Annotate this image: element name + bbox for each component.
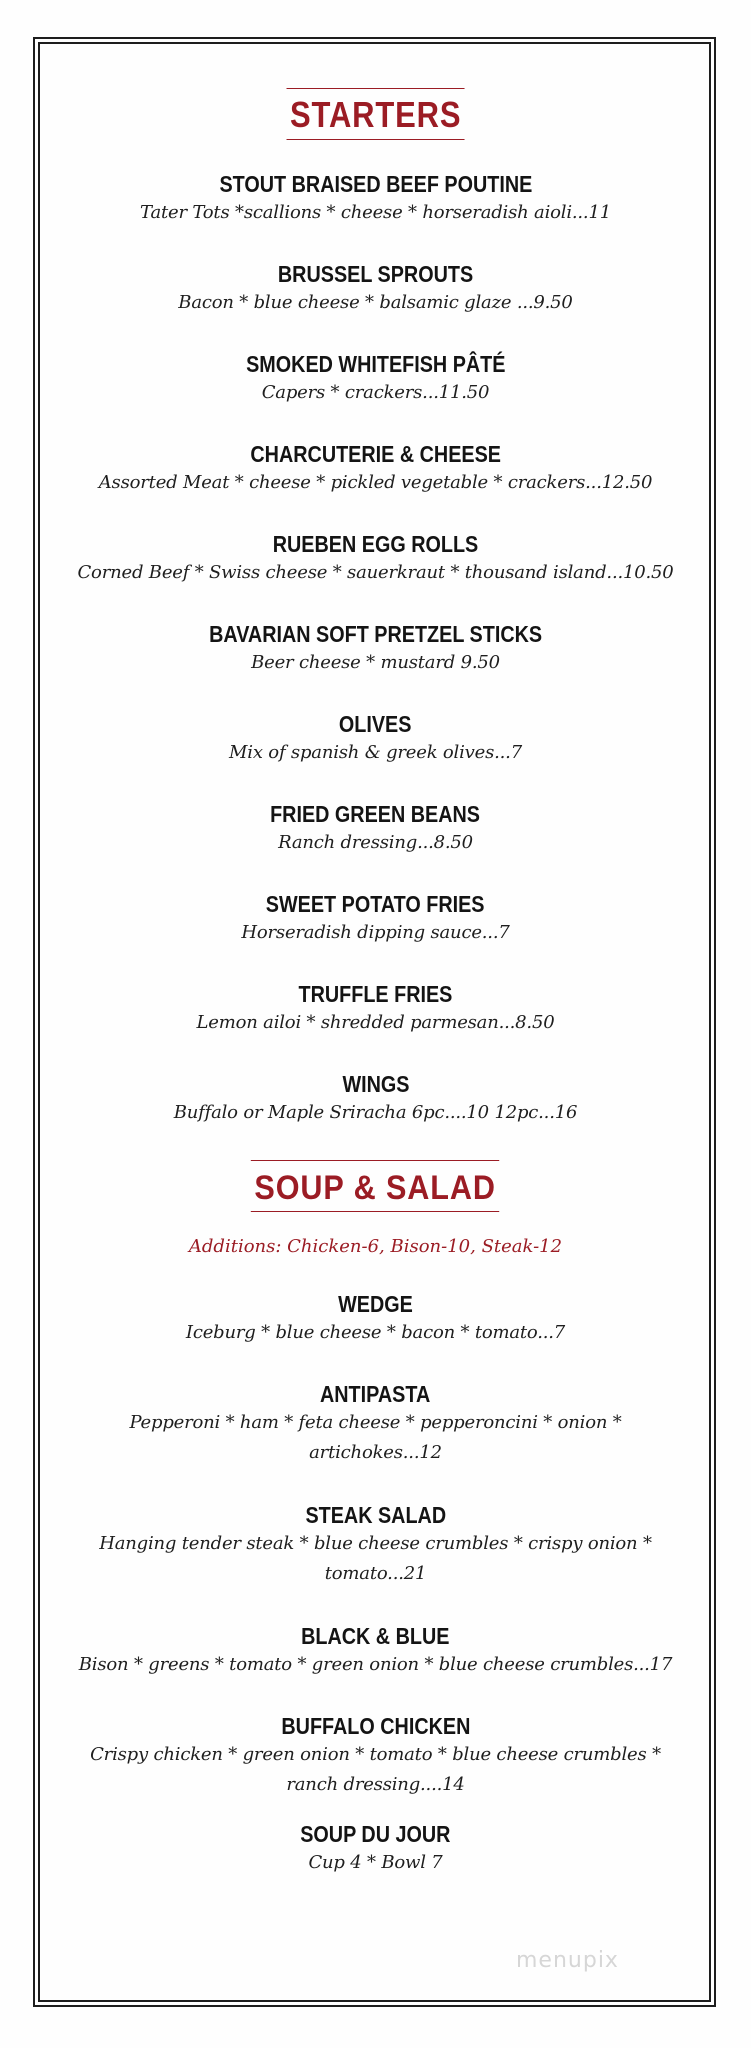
menu-item-fried-green-beans [60,800,691,858]
item-name: BAVARIAN SOFT PRETZEL STICKS [209,621,542,647]
item-description: Capers * crackers...11.50 [261,382,490,403]
item-name: FRIED GREEN BEANS [270,801,481,827]
item-description-line-1: Crispy chicken * green onion * tomato * blue cheese crumbles * [90,1744,661,1765]
menu-item-wedge [60,1290,691,1348]
menu-item-wings [60,1070,691,1128]
additions-note: Additions: Chicken-6, Bison-10, Steak-12 [188,1236,563,1257]
menu-item-sweet-potato-fries [60,890,691,948]
item-description: Mix of spanish & greek olives...7 [229,742,522,763]
menu-item-brussel-sprouts [60,260,691,318]
item-name: SOUP DU JOUR [300,1821,451,1847]
item-name: BUFFALO CHICKEN [280,1713,471,1739]
item-name: ANTIPASTA [320,1381,431,1407]
item-description-line-1: Pepperoni * ham * feta cheese * pepperoncini * onion * [129,1412,622,1433]
item-description: Ranch dressing...8.50 [278,832,473,853]
menu-item-soup-du-jour [60,1820,691,1878]
menu-item-olives [60,710,691,768]
item-description: Tater Tots *scallions * cheese * horseradish aioli...11 [140,202,611,223]
item-name: TRUFFLE FRIES [298,981,453,1007]
item-description-line-2: artichokes...12 [309,1442,442,1463]
item-name: BRUSSEL SPROUTS [277,261,474,287]
watermark-text: menupix [516,1948,619,1973]
item-name: RUEBEN EGG ROLLS [272,531,479,557]
item-description: Bacon * blue cheese * balsamic glaze ...9.50 [178,292,573,313]
item-name: STEAK SALAD [305,1502,446,1528]
item-description: Horseradish dipping sauce...7 [241,922,510,943]
menu-item-antipasta [60,1380,691,1468]
item-description: Corned Beef * Swiss cheese * sauerkraut * thousand island...10.50 [77,562,674,583]
item-name: BLACK & BLUE [301,1623,450,1649]
menu-item-pretzel-sticks [60,620,691,678]
menu-item-poutine [60,170,691,228]
item-name: WEDGE [338,1291,413,1317]
menu-item-buffalo-chicken [60,1712,691,1800]
item-name: OLIVES [339,711,412,737]
starters-title: STARTERS [286,88,464,140]
menu-item-black-and-blue [60,1622,691,1680]
menu-item-steak-salad [60,1501,691,1589]
item-name: SWEET POTATO FRIES [266,891,485,917]
menu-item-charcuterie [60,440,691,498]
soup-salad-title: SOUP & SALAD [251,1160,500,1212]
item-description: Cup 4 * Bowl 7 [308,1852,443,1873]
item-description-line-1: Hanging tender steak * blue cheese crumbles * crispy onion * [99,1533,652,1554]
item-name: STOUT BRAISED BEEF POUTINE [219,171,532,197]
item-description: Bison * greens * tomato * green onion * blue cheese crumbles...17 [78,1654,673,1675]
menu-item-rueben-egg-rolls [60,530,691,588]
item-name: SMOKED WHITEFISH PÂTÉ [245,351,506,377]
menu-item-whitefish-pate [60,350,691,408]
item-description-line-2: tomato...21 [324,1563,427,1584]
menu-item-truffle-fries [60,980,691,1038]
item-description: Buffalo or Maple Sriracha 6pc....10 12pc...16 [173,1102,578,1123]
item-name: CHARCUTERIE & CHEESE [250,441,501,467]
item-name: WINGS [341,1071,410,1097]
item-description: Assorted Meat * cheese * pickled vegetable * crackers...12.50 [98,472,653,493]
item-description: Iceburg * blue cheese * bacon * tomato...7 [185,1322,566,1343]
item-description: Beer cheese * mustard 9.50 [251,652,500,673]
starters-heading [0,88,751,140]
soup-salad-heading [0,1160,751,1212]
item-description: Lemon ailoi * shredded parmesan...8.50 [196,1012,555,1033]
item-description-line-2: ranch dressing....14 [286,1774,465,1795]
